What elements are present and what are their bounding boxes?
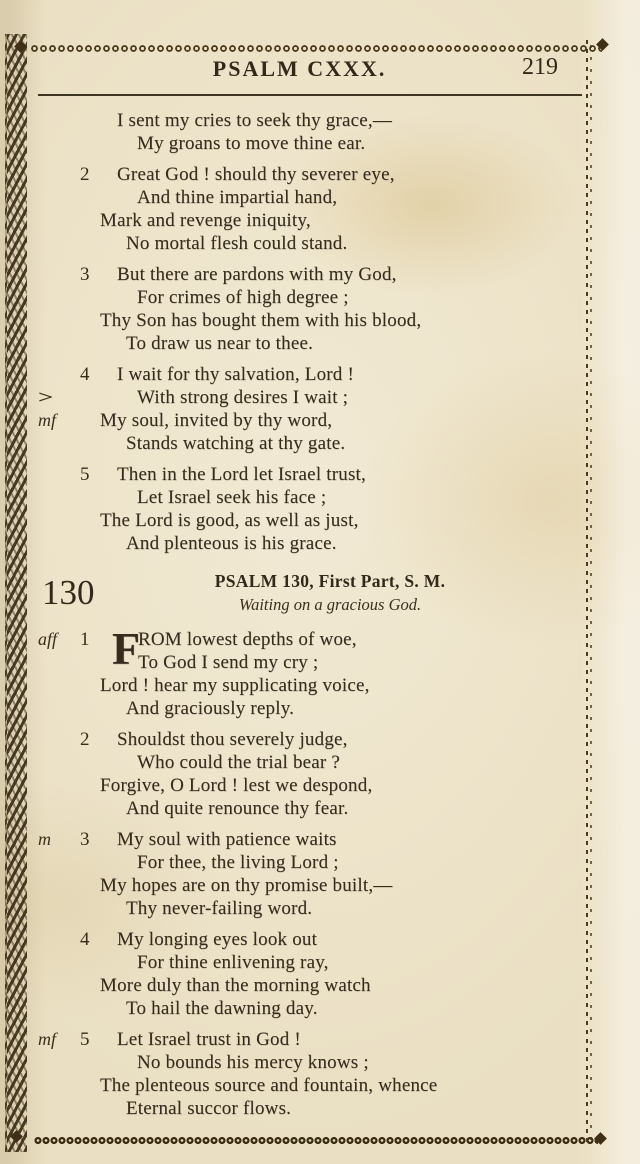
- verse-number: [72, 232, 100, 255]
- verse-line: [38, 928, 582, 951]
- verse-number: 4: [80, 929, 90, 950]
- dynamic-marking: [38, 532, 72, 555]
- dynamic-marking: [38, 263, 72, 286]
- dynamic-marking: [38, 232, 72, 255]
- verse-text: Mark and revenge iniquity,: [100, 210, 311, 231]
- dynamic-marking: [38, 751, 72, 774]
- dynamic-marking: [38, 928, 72, 951]
- verse-line: [38, 263, 582, 286]
- verse: [38, 1028, 582, 1120]
- dynamic-marking: [38, 209, 72, 232]
- page-number: 219: [522, 54, 558, 80]
- verse-line: [38, 186, 582, 209]
- verse-number: [72, 997, 100, 1020]
- verse-line: [38, 432, 582, 455]
- verse-number: [72, 509, 100, 532]
- verse-number: [72, 751, 100, 774]
- verse-text: To draw us near to thee.: [126, 333, 314, 354]
- verse-text: With strong desires I wait ;: [137, 387, 349, 408]
- verse-text: Let Israel trust in God !: [117, 1029, 301, 1050]
- psalm-subtitle: Waiting on a gracious God.: [238, 595, 422, 614]
- verse-text: For crimes of high degree ;: [137, 287, 349, 308]
- dynamic-marking: [38, 309, 72, 332]
- running-title: PSALM CXXX.: [212, 56, 387, 81]
- verse-number: [72, 697, 100, 720]
- dynamic-marking: >: [38, 387, 54, 407]
- verse-line: [38, 109, 582, 132]
- verse-text: More duly than the morning watch: [100, 975, 371, 996]
- verse-line: [38, 163, 582, 186]
- verse-number: [72, 797, 100, 820]
- verse-number: [72, 409, 100, 432]
- left-decorative-border: [5, 34, 27, 1152]
- verse-line: [38, 697, 582, 720]
- verse-text: Who could the trial bear ?: [137, 752, 341, 773]
- psalm-number-large: 130: [42, 573, 95, 612]
- verse: [38, 109, 582, 155]
- verse-line: [38, 309, 582, 332]
- verse-line: [38, 851, 582, 874]
- verse-number: 1: [80, 629, 90, 650]
- verse-line: [38, 951, 582, 974]
- verse-line: [38, 1074, 582, 1097]
- verse-text: My hopes are on thy promise built,—: [100, 875, 393, 896]
- top-decorative-border: [30, 44, 602, 53]
- verse-text: Shouldst thou severely judge,: [117, 729, 348, 750]
- page-content: [38, 56, 582, 1148]
- dynamic-marking: [38, 651, 72, 674]
- verse-number: [72, 1097, 100, 1120]
- verse-number: [72, 132, 100, 155]
- psalm-130-heading-block: [38, 571, 582, 615]
- verse-number: 2: [80, 164, 90, 185]
- psalm-cxxx-verse-section: [38, 109, 582, 555]
- verse-text: The Lord is good, as well as just,: [100, 510, 359, 531]
- verse-line: [38, 486, 582, 509]
- verse-number: [72, 851, 100, 874]
- verse-text: But there are pardons with my God,: [117, 264, 397, 285]
- dynamic-marking: [38, 874, 72, 897]
- verse-line: [38, 997, 582, 1020]
- dynamic-marking: [38, 974, 72, 997]
- dynamic-marking: mf: [38, 410, 56, 430]
- verse-text: ROM lowest depths of woe,: [138, 629, 357, 650]
- verse-number: [72, 674, 100, 697]
- dynamic-marking: aff: [38, 629, 58, 649]
- psalm-130-verse-section: [38, 623, 582, 1120]
- verse-number: [72, 532, 100, 555]
- dynamic-marking: [38, 432, 72, 455]
- verse-line: [38, 728, 582, 751]
- verse-text: And plenteous is his grace.: [126, 533, 337, 554]
- verse-text: And quite renounce thy fear.: [126, 798, 349, 819]
- verse-line: [38, 1028, 582, 1051]
- verse-line: [38, 286, 582, 309]
- verse-line: [38, 232, 582, 255]
- verse-number: [72, 186, 100, 209]
- verse-text: My soul, invited by thy word,: [100, 410, 333, 431]
- dynamic-marking: [38, 997, 72, 1020]
- verse-line: [38, 532, 582, 555]
- verse-line: [38, 897, 582, 920]
- verse-number: [72, 974, 100, 997]
- dynamic-marking: [38, 463, 72, 486]
- dynamic-marking: [38, 774, 72, 797]
- dynamic-marking: [38, 728, 72, 751]
- verse-line: [38, 1097, 582, 1120]
- dropcap-letter: F: [112, 623, 141, 674]
- verse: [38, 623, 582, 720]
- dynamic-marking: mf: [38, 1029, 56, 1049]
- verse-number: [72, 432, 100, 455]
- verse-text: My groans to move thine ear.: [137, 133, 366, 154]
- verse-line: [38, 828, 582, 851]
- verse-text: Then in the Lord let Israel trust,: [117, 464, 366, 485]
- verse-number: [72, 309, 100, 332]
- verse-number: [72, 651, 100, 674]
- verse-text: I sent my cries to seek thy grace,—: [117, 110, 393, 131]
- verse-text: No mortal flesh could stand.: [126, 233, 348, 254]
- verse-number: [72, 332, 100, 355]
- verse-text: Let Israel seek his face ;: [137, 487, 327, 508]
- dynamic-marking: [38, 163, 72, 186]
- verse-text: And thine impartial hand,: [137, 187, 338, 208]
- verse-text: I wait for thy salvation, Lord !: [117, 364, 354, 385]
- verse-text: To hail the dawning day.: [126, 998, 318, 1019]
- verse-text: For thine enlivening ray,: [137, 952, 329, 973]
- verse-number: [72, 486, 100, 509]
- dynamic-marking: [38, 186, 72, 209]
- verse-line: [38, 509, 582, 532]
- dynamic-marking: [38, 674, 72, 697]
- dynamic-marking: [38, 486, 72, 509]
- verse-text: Thy Son has bought them with his blood,: [100, 310, 422, 331]
- dynamic-marking: [38, 286, 72, 309]
- dynamic-marking: [38, 363, 72, 386]
- dynamic-marking: m: [38, 829, 51, 849]
- verse-line: [38, 132, 582, 155]
- verse-number: [72, 286, 100, 309]
- verse-number: 3: [80, 829, 90, 850]
- verse: [38, 928, 582, 1020]
- verse: [38, 363, 582, 455]
- verse-text: Great God ! should thy severer eye,: [117, 164, 395, 185]
- verse-line: [38, 463, 582, 486]
- dynamic-marking: [38, 332, 72, 355]
- verse-text: No bounds his mercy knows ;: [137, 1052, 369, 1073]
- verse-line: [38, 386, 582, 409]
- verse-number: 5: [80, 464, 90, 485]
- verse-text: Eternal succor flows.: [126, 1098, 292, 1119]
- verse-text: To God I send my cry ;: [138, 652, 319, 673]
- dynamic-marking: [38, 951, 72, 974]
- verse-text: Thy never-failing word.: [126, 898, 313, 919]
- verse: [38, 728, 582, 820]
- verse: [38, 163, 582, 255]
- psalm-title: PSALM 130, First Part, S. M.: [214, 571, 446, 591]
- dynamic-marking: [38, 697, 72, 720]
- verse-number: [72, 951, 100, 974]
- verse: [38, 263, 582, 355]
- verse-number: [72, 109, 100, 132]
- verse-number: 3: [80, 264, 90, 285]
- dynamic-marking: [38, 1074, 72, 1097]
- dynamic-marking: [38, 509, 72, 532]
- right-decorative-border: [586, 40, 594, 1146]
- verse-text: Stands watching at thy gate.: [126, 433, 346, 454]
- verse-number: 2: [80, 729, 90, 750]
- verse-number: [72, 1051, 100, 1074]
- verse-text: And graciously reply.: [126, 698, 295, 719]
- verse-text: The plenteous source and fountain, whence: [100, 1075, 438, 1096]
- header-rule: [38, 94, 582, 96]
- dynamic-marking: [38, 109, 72, 132]
- dynamic-marking: [38, 1097, 72, 1120]
- dynamic-marking: [38, 1051, 72, 1074]
- verse-number: 5: [80, 1029, 90, 1050]
- psalm-heading-center: [108, 571, 552, 615]
- dynamic-marking: [38, 897, 72, 920]
- verse-line: [38, 1051, 582, 1074]
- verse-line: [38, 874, 582, 897]
- page-header: [38, 56, 582, 90]
- verse-text: Lord ! hear my supplicating voice,: [100, 675, 370, 696]
- verse-number: [72, 774, 100, 797]
- verse-line: [38, 363, 582, 386]
- verse: [38, 463, 582, 555]
- dynamic-marking: [38, 851, 72, 874]
- verse: [38, 828, 582, 920]
- dynamic-marking: [38, 797, 72, 820]
- verse-line: [38, 209, 582, 232]
- verse-number: [72, 897, 100, 920]
- verse-line: [38, 674, 582, 697]
- verse-text: My soul with patience waits: [117, 829, 337, 850]
- verse-line: [38, 974, 582, 997]
- dynamic-marking: [38, 132, 72, 155]
- verse-line: [38, 332, 582, 355]
- verse-text: Forgive, O Lord ! lest we despond,: [100, 775, 373, 796]
- verse-line: [38, 751, 582, 774]
- verse-number: [72, 874, 100, 897]
- verse-line: [38, 797, 582, 820]
- verse-number: [72, 1074, 100, 1097]
- verse-line: [38, 409, 582, 432]
- verse-number: [72, 209, 100, 232]
- verse-number: 4: [80, 364, 90, 385]
- verse-text: For thee, the living Lord ;: [137, 852, 339, 873]
- verse-line: [38, 774, 582, 797]
- verse-text: My longing eyes look out: [117, 929, 318, 950]
